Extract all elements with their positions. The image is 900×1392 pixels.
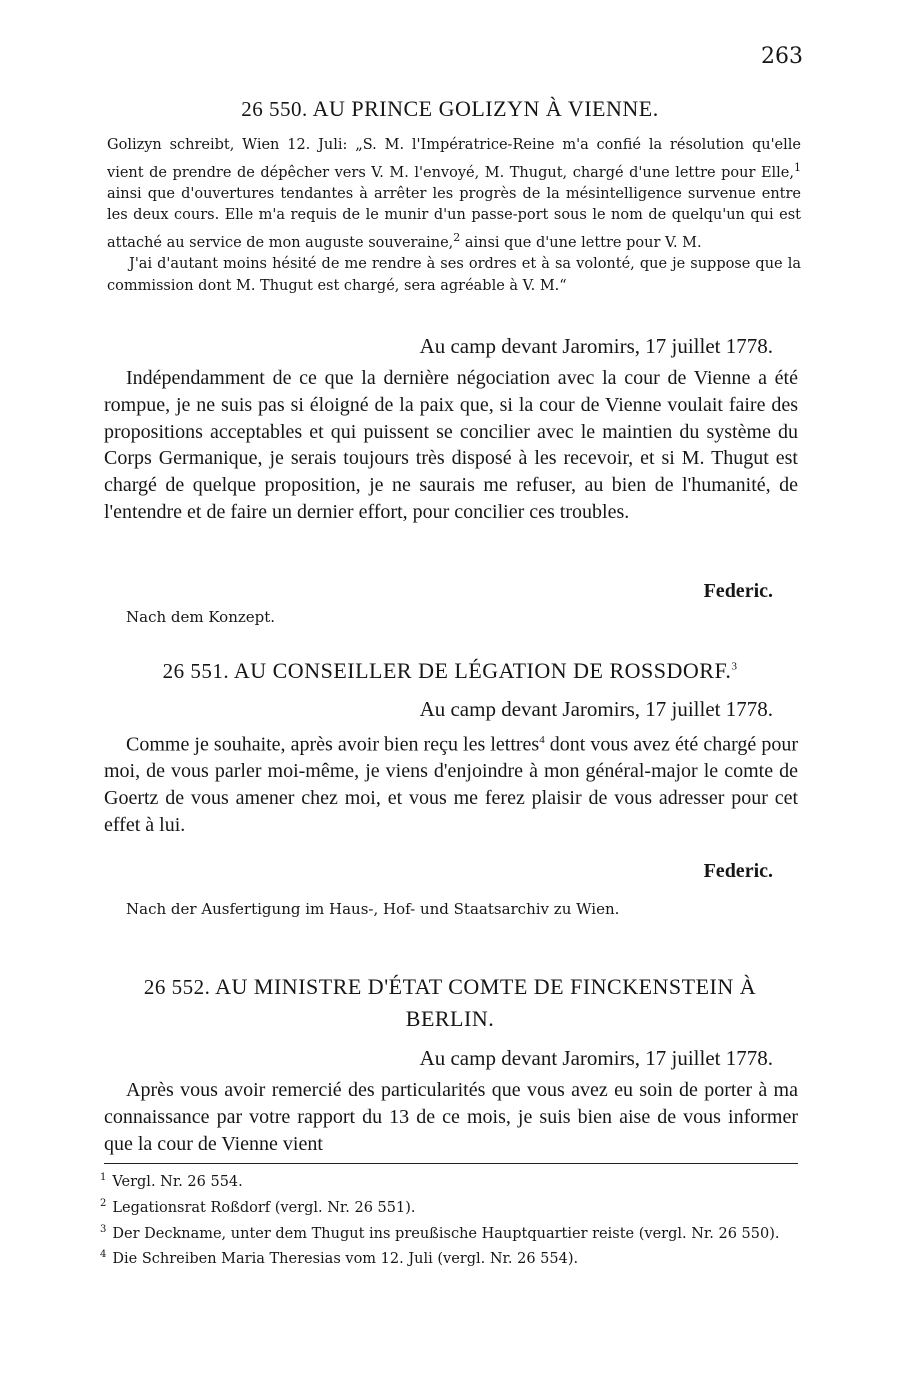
letter-heading-26552 xyxy=(100,971,800,1035)
page-number: 263 xyxy=(761,44,803,69)
footnote: $^2$ Legationsrat Roßdorf (vergl. Nr. 26 551). xyxy=(100,1197,416,1216)
source-note: Nach dem Konzept. xyxy=(126,608,276,626)
preamble-paragraph: Golizyn schreibt, Wien 12. Juli: „S. M. l'Impératrice-Reine m'a confié la résolution qu'elle vient de prendre de dépêcher vers V. M. l'envoyé, M. Thugut, chargé d'une lettre pour Elle,$^1$ ainsi que d'ouvertures tendantes à arrêter les progrès de la mésintelligence survenue entre les deux cours. Elle m'a requis de le munir d'un passe-port sous le nom de quelqu'un qui est attaché au service de mon auguste souveraine,$^2$ ainsi que d'une lettre pour V. M. xyxy=(107,137,801,251)
preamble-paragraph: J'ai d'autant moins hésité de me rendre à ses ordres et à sa volonté, que je suppose que la commission dont M. Thugut est chargé, sera agréable à V. M.“ xyxy=(107,256,801,294)
letter-body xyxy=(104,727,798,839)
body-paragraph: Indépendamment de ce que la dernière négociation avec la cour de Vienne a été rompue, je ne suis pas si éloigné de la paix que, si la cour de Vienne voulait faire des propositions acceptables et qui puissent se concilier avec le maintien du système du Corps Germanique, je serais toujours très disposé à les recevoir, et si M. Thugut est chargé de quelque proposition, je ne saurais me refuser, au bien de l'humanité, de l'entendre et de faire un dernier effort, pour concilier ces troubles. xyxy=(104,367,798,523)
body-paragraph: Comme je souhaite, après avoir bien reçu les lettres$^4$ dont vous avez été chargé pour moi, de vous parler moi-même, je viens d'enjoindre à mon général-major le comte de Goertz de vous amener chez moi, et vous me ferez plaisir de vous adresser pour cet effet à lui. xyxy=(104,733,798,837)
letter-title-continued: BERLIN. xyxy=(405,1006,495,1031)
letter-heading-26551 xyxy=(100,658,800,684)
letter-heading-26550 xyxy=(100,96,800,122)
dateline: Au camp devant Jaromirs, 17 juillet 1778. xyxy=(419,334,773,358)
footnote-ref[interactable]: 3 xyxy=(731,660,738,673)
footnote: $^1$ Vergl. Nr. 26 554. xyxy=(100,1172,243,1190)
footnote-ref[interactable]: 1 xyxy=(794,160,801,174)
letter-title: AU MINISTRE D'ÉTAT COMTE DE FINCKENSTEIN À xyxy=(215,974,757,999)
letter-title: AU CONSEILLER DE LÉGATION DE ROSSDORF. xyxy=(233,658,732,683)
letter-title: AU PRINCE GOLIZYN À VIENNE. xyxy=(312,96,659,121)
letter-body xyxy=(104,365,798,526)
dateline: Au camp devant Jaromirs, 17 juillet 1778. xyxy=(419,697,773,721)
body-paragraph: Après vous avoir remercié des particularités que vous avez eu soin de porter à ma connaissance par votre rapport du 13 de ce mois, je suis bien aise de vous informer que la cour de Vienne vient xyxy=(104,1079,798,1155)
letter-number: 26 550. xyxy=(241,97,308,121)
footnote: $^3$ Der Deckname, unter dem Thugut ins preußische Hauptquartier reiste (vergl. Nr. 26 550). xyxy=(100,1223,780,1242)
dateline: Au camp devant Jaromirs, 17 juillet 1778. xyxy=(419,1046,773,1070)
source-note: Nach der Ausfertigung im Haus-, Hof- und Staatsarchiv zu Wien. xyxy=(126,900,620,918)
signature: Federic. xyxy=(703,860,773,882)
letter-preamble xyxy=(107,135,801,297)
footnote-ref[interactable]: 2 xyxy=(453,230,461,244)
footnote-ref[interactable]: 4 xyxy=(539,734,545,746)
footnotes xyxy=(100,1167,798,1270)
letter-number: 26 552. xyxy=(143,975,211,999)
letter-number: 26 551. xyxy=(162,659,230,683)
footnote: $^4$ Die Schreiben Maria Theresias vom 12. Juli (vergl. Nr. 26 554). xyxy=(100,1249,579,1268)
letter-body xyxy=(104,1077,798,1157)
signature: Federic. xyxy=(703,580,773,602)
footnote-divider xyxy=(104,1163,798,1164)
